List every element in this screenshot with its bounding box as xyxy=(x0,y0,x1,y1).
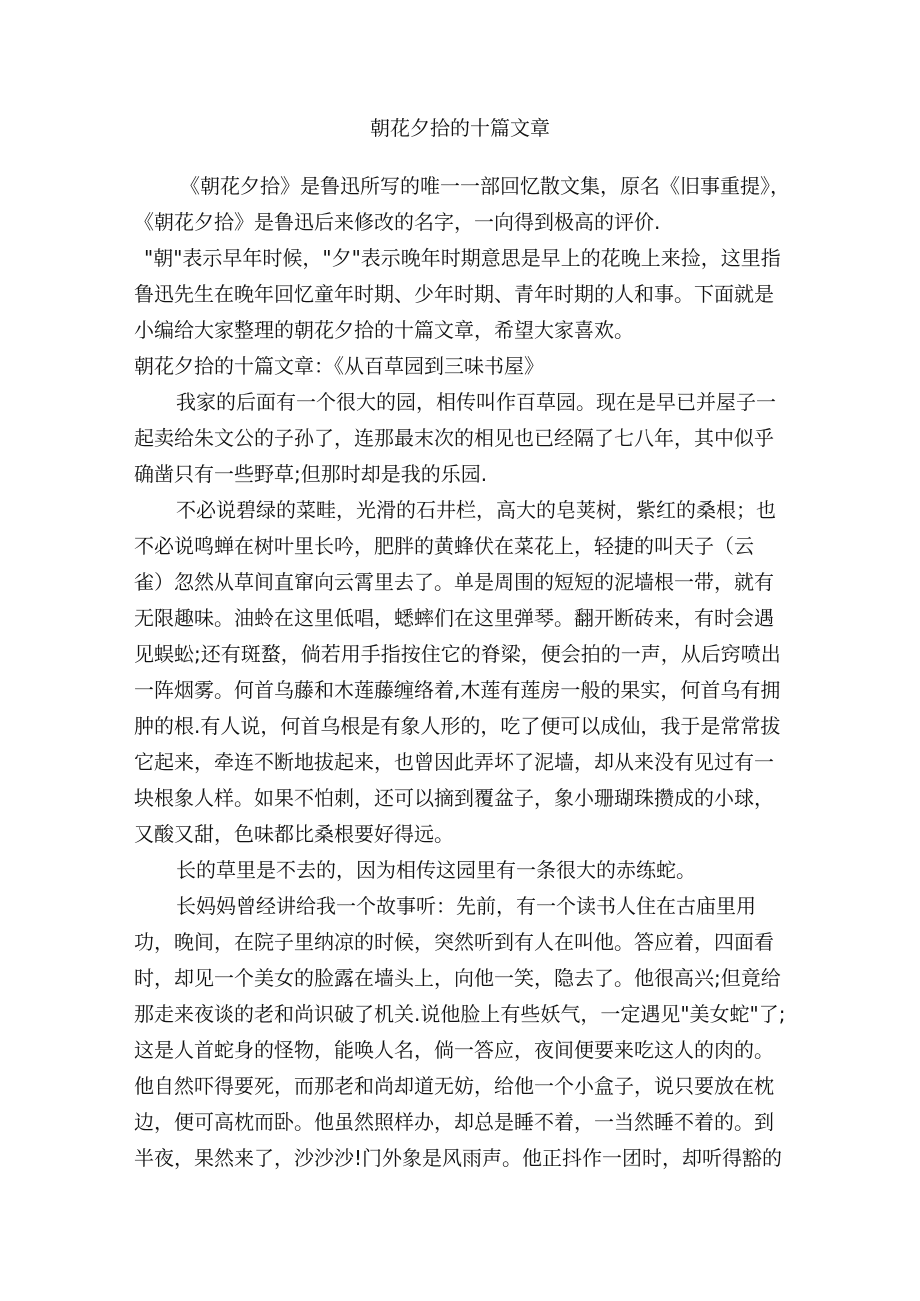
text-line: 小编给大家整理的朝花夕拾的十篇文章，希望大家喜欢。 xyxy=(134,318,634,342)
text-line: 不必说鸣蝉在树叶里长吟，肥胖的黄蜂伏在菜花上，轻捷的叫天子（云 xyxy=(134,534,754,558)
text-line: 时，却见一个美女的脸露在墙头上，向他一笑，隐去了。他很高兴;但竟给 xyxy=(134,966,781,990)
text-line: 他自然吓得要死，而那老和尚却道无妨，给他一个小盒子，说只要放在枕 xyxy=(134,1074,774,1098)
text-line: 这是人首蛇身的怪物，能唤人名，倘一答应，夜间便要来吃这人的肉的。 xyxy=(134,1038,774,1062)
text-line: 鲁迅先生在晚年回忆童年时期、少年时期、青年时期的人和事。下面就是 xyxy=(134,282,774,306)
text-line: 见蜈蚣;还有斑蝥，倘若用手指按住它的脊梁，便会拍的一声，从后窍喷出 xyxy=(134,642,781,666)
text-line: 边，便可高枕而卧。他虽然照样办，却总是睡不着，一当然睡不着的。到 xyxy=(134,1110,774,1134)
text-line: 雀）忽然从草间直窜向云霄里去了。单是周围的短短的泥墙根一带，就有 xyxy=(134,570,774,594)
document-title: 朝花夕拾的十篇文章 xyxy=(370,116,550,140)
text-line: 长的草里是不去的，因为相传这园里有一条很大的赤练蛇。 xyxy=(176,858,696,882)
text-line: 一阵烟雾。何首乌藤和木莲藤缠络着,木莲有莲房一般的果实，何首乌有拥 xyxy=(134,678,781,702)
section-heading: 朝花夕拾的十篇文章：《从百草园到三味书屋》 xyxy=(134,354,544,378)
text-line: 块根象人样。如果不怕刺，还可以摘到覆盆子，象小珊瑚珠攒成的小球， xyxy=(134,786,774,810)
text-line: 确凿只有一些野草;但那时却是我的乐园. xyxy=(134,462,488,486)
text-line: 我家的后面有一个很大的园，相传叫作百草园。现在是早已并屋子一 xyxy=(176,390,776,414)
text-line: 半夜，果然来了，沙沙沙!门外象是风雨声。他正抖作一团时，却听得豁的 xyxy=(134,1146,783,1170)
text-line: "朝"表示早年时候，"夕"表示晚年时期意思是早上的花晚上来捡，这里指 xyxy=(144,246,781,270)
text-line: 那走来夜谈的老和尚识破了机关.说他脸上有些妖气，一定遇见"美女蛇"了; xyxy=(134,1002,786,1026)
text-line: 功，晚间，在院子里纳凉的时候，突然听到有人在叫他。答应着，四面看 xyxy=(134,930,774,954)
text-line: 肿的根.有人说，何首乌根是有象人形的，吃了便可以成仙，我于是常常拔 xyxy=(134,714,781,738)
text-line: 《朝花夕拾》是鲁迅后来修改的名字，一向得到极高的评价. xyxy=(134,210,661,234)
text-line: 不必说碧绿的菜畦，光滑的石井栏，高大的皂荚树，紫红的桑根；也 xyxy=(176,498,776,522)
text-line: 起卖给朱文公的子孙了，连那最末次的相见也已经隔了七八年，其中似乎 xyxy=(134,426,774,450)
text-line: 《朝花夕拾》是鲁迅所写的唯一一部回忆散文集，原名《旧事重提》， xyxy=(180,174,790,198)
text-line: 又酸又甜，色味都比桑根要好得远。 xyxy=(134,822,454,846)
text-line: 它起来，牵连不断地拔起来，也曾因此弄坏了泥墙，却从来没有见过有一 xyxy=(134,750,774,774)
text-line: 长妈妈曾经讲给我一个故事听：先前，有一个读书人住在古庙里用 xyxy=(176,894,756,918)
text-line: 无限趣味。油蛉在这里低唱，蟋蟀们在这里弹琴。翻开断砖来，有时会遇 xyxy=(134,606,774,630)
